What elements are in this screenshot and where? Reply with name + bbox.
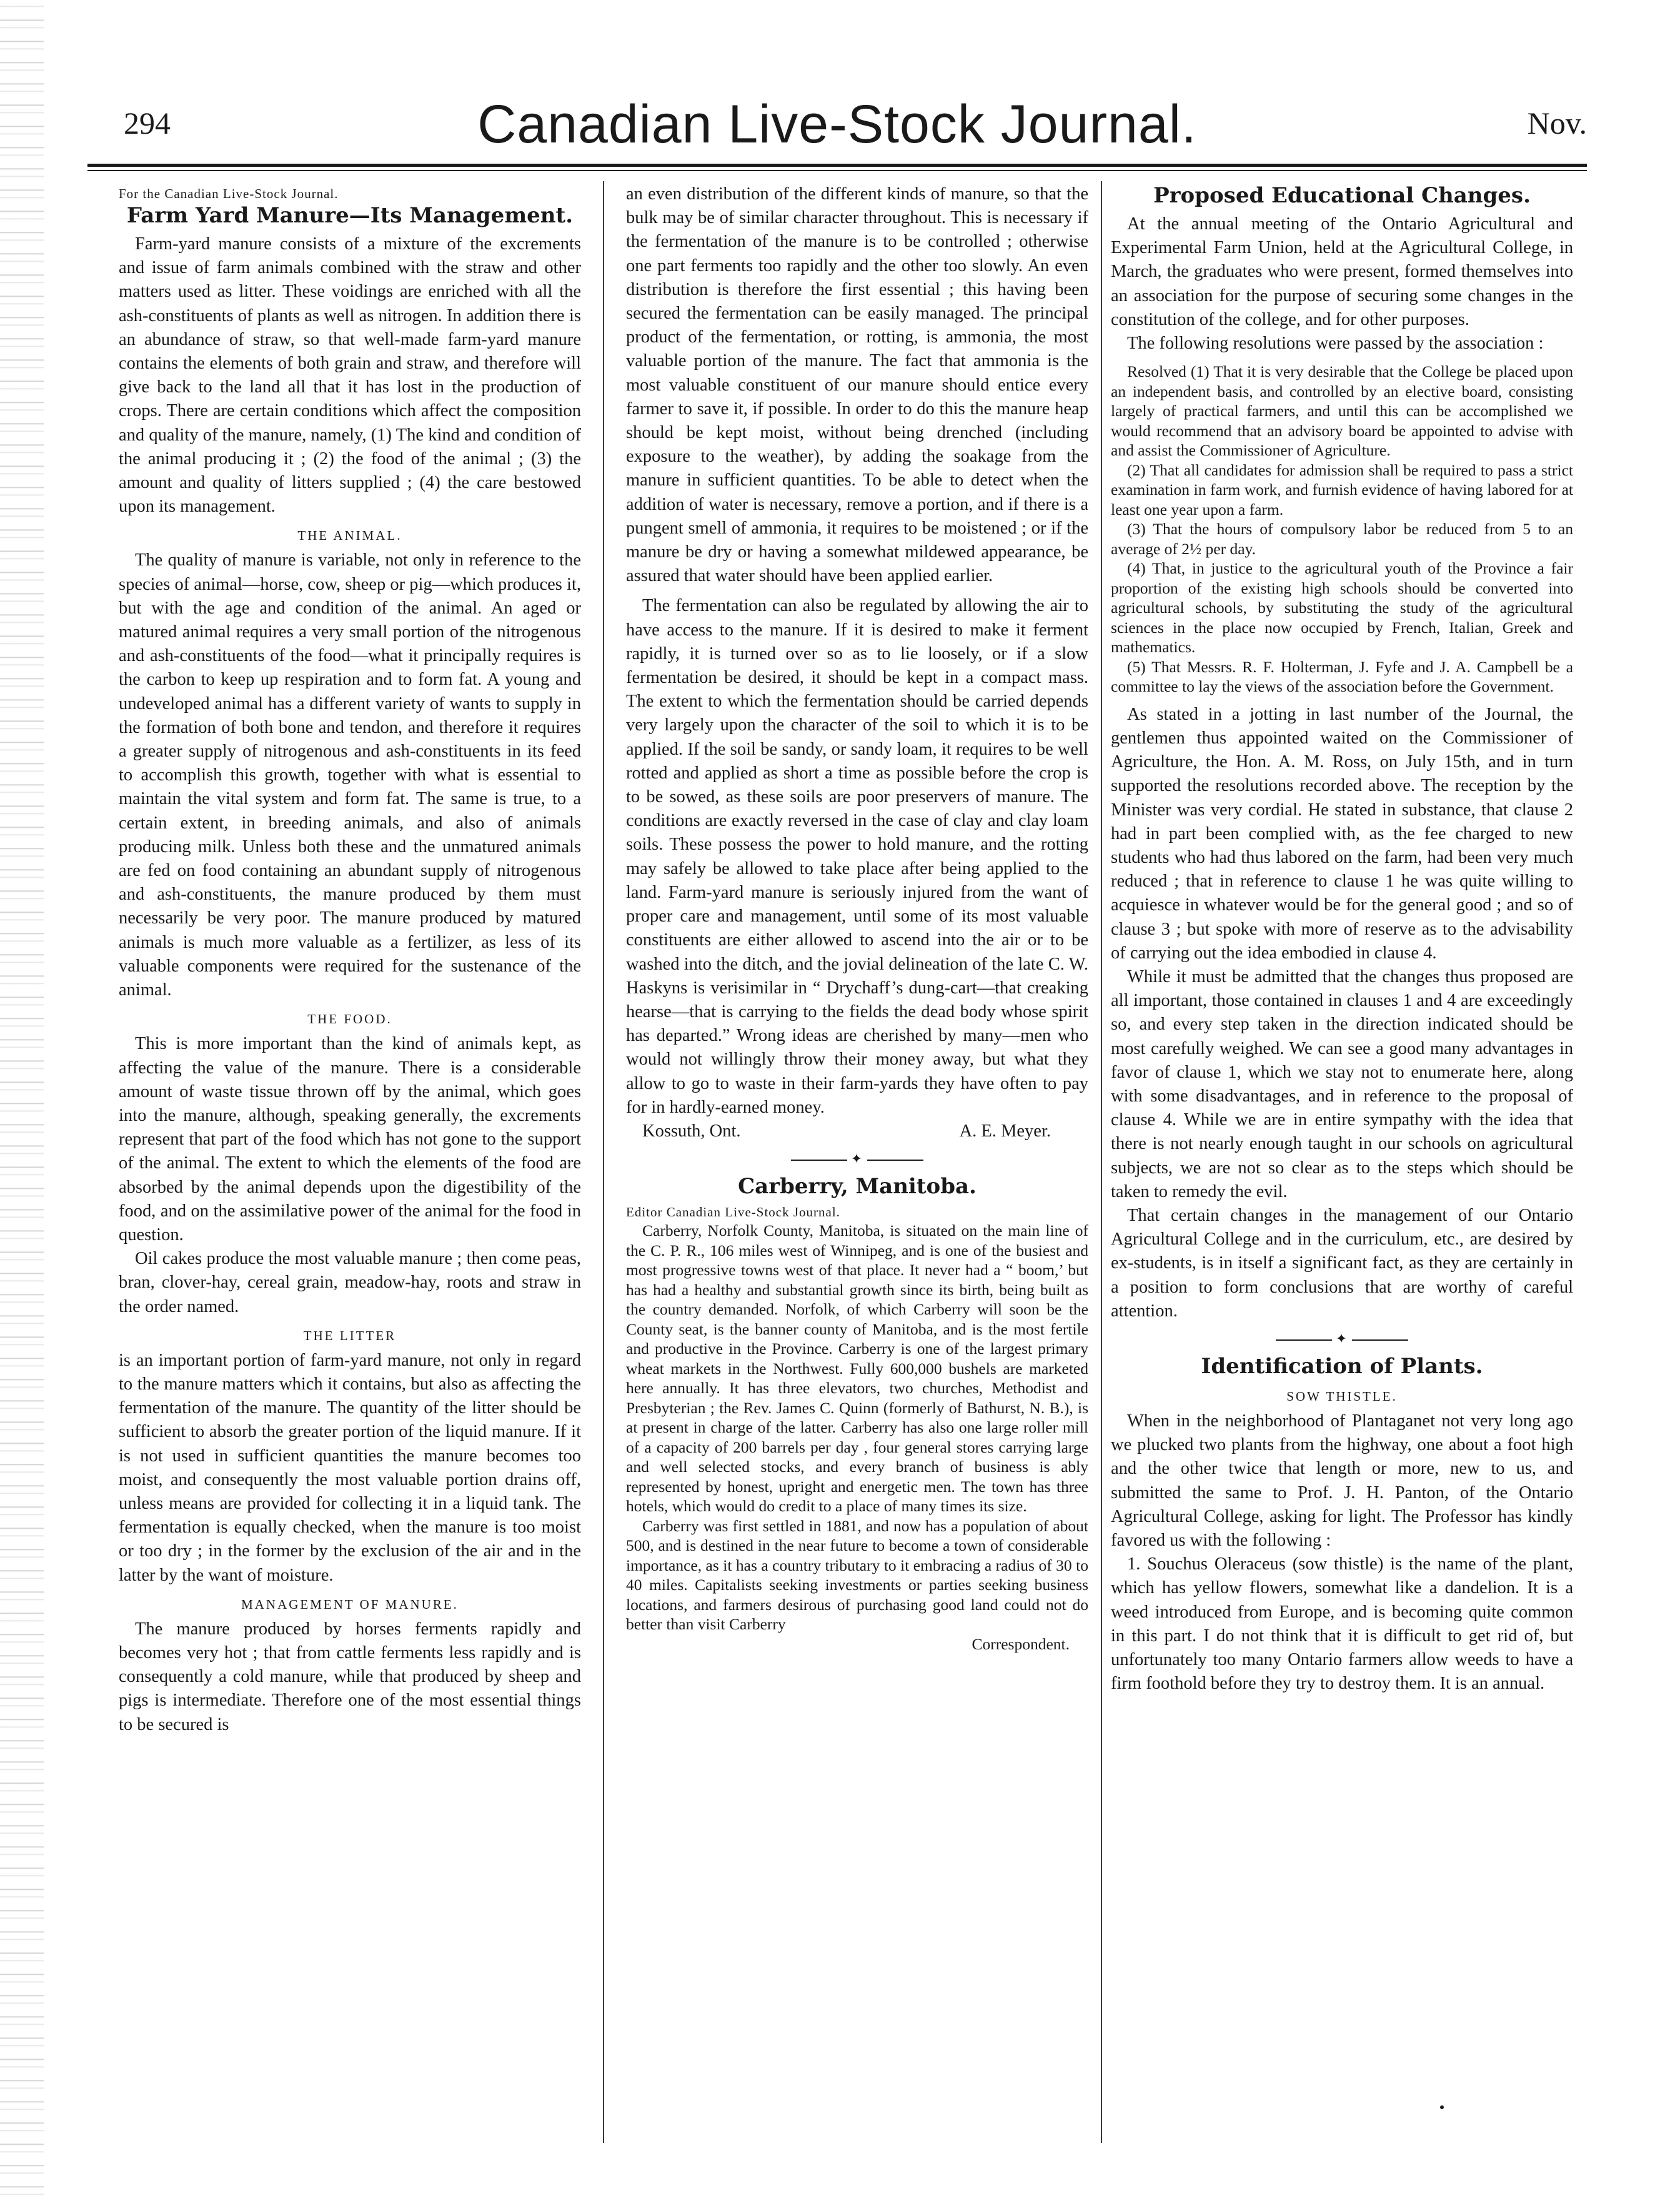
- paragraph: At the annual meeting of the Ontario Agricultural and Experimental Farm Union, held at the Agricultural College, in March, the graduates who were present, formed themselves into an association for the purpose of securing some changes in the constitution of the college, and for other purposes.: [1111, 214, 1573, 329]
- section-heading: THE ANIMAL.: [297, 528, 402, 544]
- paragraph: The following resolutions were passed by the association :: [1127, 334, 1544, 354]
- header-rule: [87, 164, 1587, 167]
- column-1: [119, 182, 581, 2144]
- paragraph: The manure produced by horses ferments rapidly and becomes very hot ; that from cattle ferments less rapidly and is consequently a cold manure, while that produced by sheep and pigs is intermediate. Therefore one of the most essential things to be secured is: [119, 1619, 581, 1734]
- column-3: [1111, 182, 1573, 2144]
- article-title: Proposed Educational Changes.: [1153, 183, 1531, 208]
- resolution: (4) That, in justice to the agricultural youth of the Province a fair proportion of the existing high schools should be converted into agricultural schools, by substituting the study of the agricultural sciences in the place now occupied by French, Italian, Greek and mathematics.: [1111, 559, 1573, 657]
- resolutions-list: [1111, 362, 1573, 697]
- paragraph: When in the neighborhood of Plantaganet not very long ago we plucked two plants from the highway, one about a foot high and the other twice that length or more, new to us, and submitted the same to Prof. J. H. Panton, of the Ontario Agricultural College, asking for light. The Professor has kindly favored us with the following :: [1111, 1411, 1573, 1551]
- paragraph: 1. Souchus Oleraceus (sow thistle) is the name of the plant, which has yellow flowers, somewhat like a dandelion. It is a weed introduced from Europe, and is becoming quite common in this part. I do not think that it is difficult to get rid of, but unfortunately too many Ontario farmers allow weeds to have a firm foothold before they try to destroy them. It is an annual.: [1111, 1554, 1573, 1694]
- section-heading: THE LITTER: [303, 1328, 397, 1343]
- paragraph: an even distribution of the different kinds of manure, so that the bulk may be of similar character throughout. This is necessary if the fermentation of the manure is to be controlled ; otherwise one part ferments too rapidly and the other too slowly. An even distribution is therefore the first essential ; this having been secured the fermentation can be easily managed. The principal product of the fermentation, or rotting, is ammonia, the most valuable portion of the manure. The fact that ammonia is the most valuable constituent of our manure should entice every farmer to save it, if possible. In order to do this the manure heap should be kept moist, without being drenched (including exposure to the weather), by adding the soakage from the manure in sufficient quantities. To be able to detect when the addition of water is necessary, remove a portion, and if there is a pungent smell of ammonia, it requires to be moistened ; or if the manure be dry or having a somewhat mildewed appearance, be assured that water should have been applied earlier.: [626, 184, 1088, 586]
- ink-speck: [1440, 2105, 1444, 2109]
- article-title: Carberry, Manitoba.: [738, 1174, 977, 1200]
- section-ornament: ✦: [1111, 1329, 1573, 1348]
- paragraph: As stated in a jotting in last number of the Journal, the gentlemen thus appointed waited on the Commissioner of Agriculture, the Hon. A. M. Ross, on July 15th, and in turn supported the resolutions recorded above. The reception by the Minister was very cordial. He stated in substance, that clause 2 had in part been complied with, as the fee charged to new students who had thus labored on the farm, had been very much reduced ; that in reference to clause 1 he was quite willing to acquiesce in whatever would be for the general good ; and so of clause 3 ; but spoke with more of reserve as to the advisability of carrying out the idea embodied in clause 4.: [1111, 704, 1573, 963]
- section-heading: THE FOOD.: [307, 1011, 392, 1027]
- article-signature: [626, 1120, 1088, 1143]
- journal-title: Canadian Live-Stock Journal.: [477, 94, 1197, 154]
- paragraph: This is more important than the kind of animals kept, as affecting the value of the manure. There is a considerable amount of waste tissue thrown off by the animal, which goes into the manure, although, speaking generally, the excrements represent that part of the food which has not gone to the support of the animal. The extent to which the elements of the food are absorbed by the animal depends upon the digestibility of the food, and on the assimilative power of the animal for the food in question.: [119, 1034, 581, 1245]
- paragraph: The quality of manure is variable, not only in reference to the species of animal—horse, cow, sheep or pig—which produces it, but with the age and condition of the animal. An aged or matured animal requires a very small portion of the nitrogenous and ash-constituents of the food—what it principally requires is the carbon to keep up respiration and to form fat. A young and undeveloped animal has a different variety of wants to supply in the formation of both bone and tendon, and therefore it requires a greater supply of nitrogenous and ash-constituents in its feed to accomplish this growth, together with what is essential to maintain the vital system and form fat. The same is true, to a certain extent, in breeding animals, and also of animals producing milk. Unless both these and the unmatured animals are fed on food containing an abundant supply of nitrogenous and ash-constituents, the manure produced by them must necessarily be very poor. The manure produced by matured animals is much more valuable as a fertilizer, as less of its valuable components were required for the sustenance of the animal.: [119, 550, 581, 1000]
- paragraph: is an important portion of farm-yard manure, not only in regard to the manure matters which it contains, but also as affecting the fermentation of the manure. The quantity of the litter should be sufficient to absorb the greater portion of the liquid manure. If it is not used in sufficient quantities the manure becomes too moist, and consequently the most valuable portion drains off, unless means are provided for collecting it in a liquid tank. The fermentation is equally checked, when the manure is too moist or too dry ; in the former by the exclusion of the air and in the latter by the want of moisture.: [119, 1350, 581, 1585]
- section-heading: MANAGEMENT OF MANURE.: [241, 1596, 459, 1612]
- paragraph: While it must be admitted that the changes thus proposed are all important, those contained in clauses 1 and 4 are exceedingly so, and every step taken in the direction indicated should be most carefully weighed. We can see a good many advantages in favor of clause 1, which we stay not to enumerate here, along with some disadvantages, and in reference to the proposal of clause 4. While we are in entire sympathy with the idea that there is not nearly enough taught in our schools on agricultural subjects, we are not so clear as to the steps which should be taken to remedy the evil.: [1111, 966, 1573, 1201]
- signature-name: Correspondent.: [972, 1634, 1070, 1653]
- article-kicker: For the Canadian Live-Stock Journal.: [119, 186, 339, 201]
- scanned-page-edge: [0, 0, 44, 2196]
- page-number: 294: [124, 106, 171, 141]
- paragraph: That certain changes in the management of our Ontario Agricultural College and in the curriculum, etc., are desired by ex-students, is in itself a significant fact, as they are certainly in a position to form conclusions that are worthy of careful attention.: [1111, 1205, 1573, 1321]
- article-kicker: Editor Canadian Live-Stock Journal.: [626, 1205, 840, 1220]
- article-title: Farm Yard Manure—Its Management.: [126, 203, 574, 228]
- paragraph: The fermentation can also be regulated by allowing the air to have access to the manure. If it is desired to make it ferment rapidly, it is turned over so as to lie loosely, or if a slow fermentation be desired, it should be kept in a compact mass. The extent to which the fermentation should be carried depends very largely upon the character of the soil to which it is to be applied. If the soil be sandy, or sandy loam, it requires to be well rotted and applied as short a time as possible before the crop is to be sowed, as these soils are poor preservers of manure. The conditions are exactly reversed in the case of clay and clay loam soils. These possess the power to hold manure, and the rotting may safely be allowed to take place after being applied to the land. Farm-yard manure is seriously injured from the want of proper care and management, until some of its most valuable constituents are either allowed to ascend into the air or to be washed into the ditch, and the jovial delineation of the late C. W. Haskyns is verisimilar in “ Drychaff’s dung-cart—that creaking hearse—that is carrying to the fields the dead body whose spirit has departed.” Wrong ideas are cherished by many—men who would not willingly throw their money away, but what they allow to go to waste in their farm-yards they have often to pay for in hardly-earned money.: [626, 596, 1088, 1117]
- article-signature: [626, 1634, 1088, 1654]
- paragraph: Oil cakes produce the most valuable manure ; then come peas, bran, clover-hay, cereal grain, meadow-hay, roots and straw in the order named.: [119, 1249, 581, 1316]
- resolution: Resolved (1) That it is very desirable that the College be placed upon an independent basis, and controlled by an elective board, consisting largely of practical farmers, and until this can be accomplished we would recommend that an advisory board be appointed to advise with and assist the Commissioner of Agriculture.: [1111, 362, 1573, 460]
- column-divider: [603, 181, 604, 2143]
- signature-name: A. E. Meyer.: [959, 1121, 1051, 1141]
- masthead: [87, 94, 1587, 159]
- issue-month: Nov.: [1527, 106, 1587, 141]
- paragraph: Carberry, Norfolk County, Manitoba, is situated on the main line of the C. P. R., 106 miles west of Winnipeg, and is one of the busiest and most progressive towns west of that place. It never had a “ boom,’ but has had a healthy and substantial growth since its birth, being built as the country demanded. Norfolk, of which Carberry will soon be the County seat, is the banner county of Manitoba, and is the most fertile and productive in the Province. Carberry is one of the largest primary wheat markets in the Northwest. Fully 600,000 bushels are marketed here annually. It has three elevators, two churches, Methodist and Presbyterian ; the Rev. James C. Quinn (formerly of Bathurst, N. B.), is at present in charge of the latter. Carberry has also one large roller mill of a capacity of 200 barrels per day , four general stores carrying large and well selected stocks, and every branch of business is ably represented by honest, upright and energetic men. The town has three hotels, which would do credit to a place of many times its size.: [626, 1221, 1088, 1516]
- article-title: Identification of Plants.: [1201, 1354, 1483, 1379]
- paragraph: Farm-yard manure consists of a mixture of the excrements and issue of farm animals combined with the straw and other matters used as litter. These voidings are enriched with all the ash-constituents of plants as well as nitrogen. In addition there is an abundance of straw, so that well-made farm-yard manure contains the elements of both grain and straw, and therefore will give back to the land all that it has lost in the production of crops. There are certain conditions which affect the composition and quality of the manure, namely, (1) The kind and condition of the animal producing it ; (2) the food of the animal ; (3) the amount and quality of litters supplied ; (4) the care bestowed upon its management.: [119, 234, 581, 517]
- resolution: (5) That Messrs. R. F. Holterman, J. Fyfe and J. A. Campbell be a committee to lay the views of the association before the Government.: [1111, 657, 1573, 696]
- column-divider: [1101, 181, 1102, 2143]
- column-2: [626, 182, 1088, 2144]
- resolution: (2) That all candidates for admission shall be required to pass a strict examination in farm work, and furnish evidence of having labored for at least one year upon a farm.: [1111, 460, 1573, 519]
- header-rule-thin: [87, 170, 1587, 171]
- paragraph: Carberry was first settled in 1881, and now has a population of about 500, and is destined in the near future to become a town of considerable importance, as it has a country tributary to it embracing a radius of 30 to 40 miles. Capitalists seeking investments or parties seeking business locations, and farmers desirous of purchasing good land could not do better than visit Carberry: [626, 1516, 1088, 1634]
- resolution: (3) That the hours of compulsory labor be reduced from 5 to an average of 2½ per day.: [1111, 520, 1573, 558]
- section-heading: SOW THISTLE.: [1286, 1389, 1398, 1404]
- signature-place: Kossuth, Ont.: [642, 1121, 741, 1141]
- section-ornament: ✦: [626, 1150, 1088, 1168]
